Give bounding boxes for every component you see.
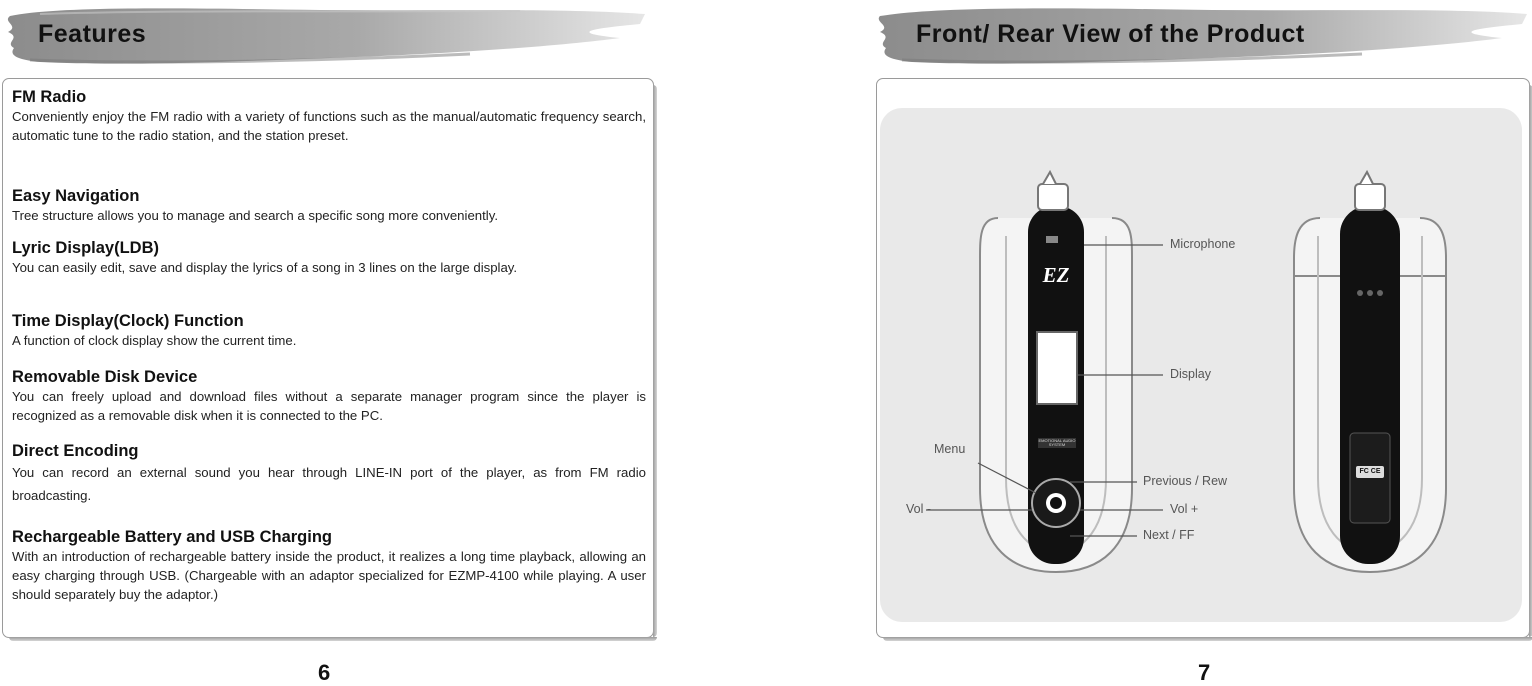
feature-easy-navigation xyxy=(12,187,646,225)
feature-title: Easy Navigation xyxy=(12,187,140,205)
frame-shadow-bottom xyxy=(883,637,1532,641)
page-title: Front/ Rear View of the Product xyxy=(916,20,1305,48)
front-device-drawing xyxy=(926,172,1163,572)
product-illustration xyxy=(880,108,1522,622)
feature-rechargeable-battery xyxy=(12,528,646,604)
feature-fm-radio xyxy=(12,88,646,145)
callout-microphone: Microphone xyxy=(1170,237,1236,251)
feature-text: A function of clock display show the current time. xyxy=(12,333,297,348)
page-number: 7 xyxy=(1198,660,1211,685)
feature-time-display xyxy=(12,312,646,350)
feature-text: Conveniently enjoy the FM radio with a variety of functions such as the manual/automatic frequency search, automatic tune to the radio station, and the station preset. xyxy=(12,109,646,143)
feature-direct-encoding xyxy=(12,442,646,507)
callout-menu: Menu xyxy=(934,442,966,456)
product-illustration-panel xyxy=(880,108,1522,622)
header-brush xyxy=(0,2,650,68)
header-brush xyxy=(872,2,1532,68)
feature-removable-disk xyxy=(12,368,646,425)
frame-shadow-bottom xyxy=(9,637,657,641)
feature-text: You can easily edit, save and display the lyrics of a song in 3 lines on the large display. xyxy=(12,260,518,275)
rear-device-drawing xyxy=(1294,172,1446,572)
feature-text: You can freely upload and download files without a separate manager program since the player is recognized as a removable disk when it is connected to the PC. xyxy=(12,389,646,423)
feature-title: Removable Disk Device xyxy=(12,368,198,386)
left-page xyxy=(0,0,660,683)
feature-lyric-display xyxy=(12,239,646,277)
frame-shadow-right xyxy=(653,85,657,637)
feature-title: Direct Encoding xyxy=(12,442,139,460)
feature-text: Tree structure allows you to manage and search a specific song more conveniently. xyxy=(12,208,498,223)
device-logo: EZ xyxy=(1042,263,1070,287)
feature-title: Time Display(Clock) Function xyxy=(12,312,244,330)
features-frame xyxy=(2,78,654,638)
callout-next-ff: Next / FF xyxy=(1143,528,1195,542)
feature-title: Rechargeable Battery and USB Charging xyxy=(12,528,332,546)
device-front-label: EMOTIONAL AUDIO SYSTEM xyxy=(1038,438,1076,447)
callout-vol-minus: Vol - xyxy=(906,502,932,516)
device-rear-mark: FC CE xyxy=(1359,468,1381,475)
page-title: Features xyxy=(38,20,147,48)
feature-text: You can record an external sound you hear through LINE-IN port of the player, as from FM radio broadcasting. xyxy=(12,465,646,503)
page-number: 6 xyxy=(318,660,331,685)
feature-text: With an introduction of rechargeable battery inside the product, it realizes a long time playback, allowing an easy charging through USB. (Chargeable with an adaptor specialized for EZMP-4100 while playing. A user should separately buy the adaptor.) xyxy=(12,549,646,602)
right-page xyxy=(872,0,1532,683)
feature-title: FM Radio xyxy=(12,88,87,106)
feature-title: Lyric Display(LDB) xyxy=(12,239,160,257)
callout-display: Display xyxy=(1170,367,1211,381)
callout-previous-rew: Previous / Rew xyxy=(1143,474,1228,488)
callout-vol-plus: Vol + xyxy=(1170,502,1199,516)
